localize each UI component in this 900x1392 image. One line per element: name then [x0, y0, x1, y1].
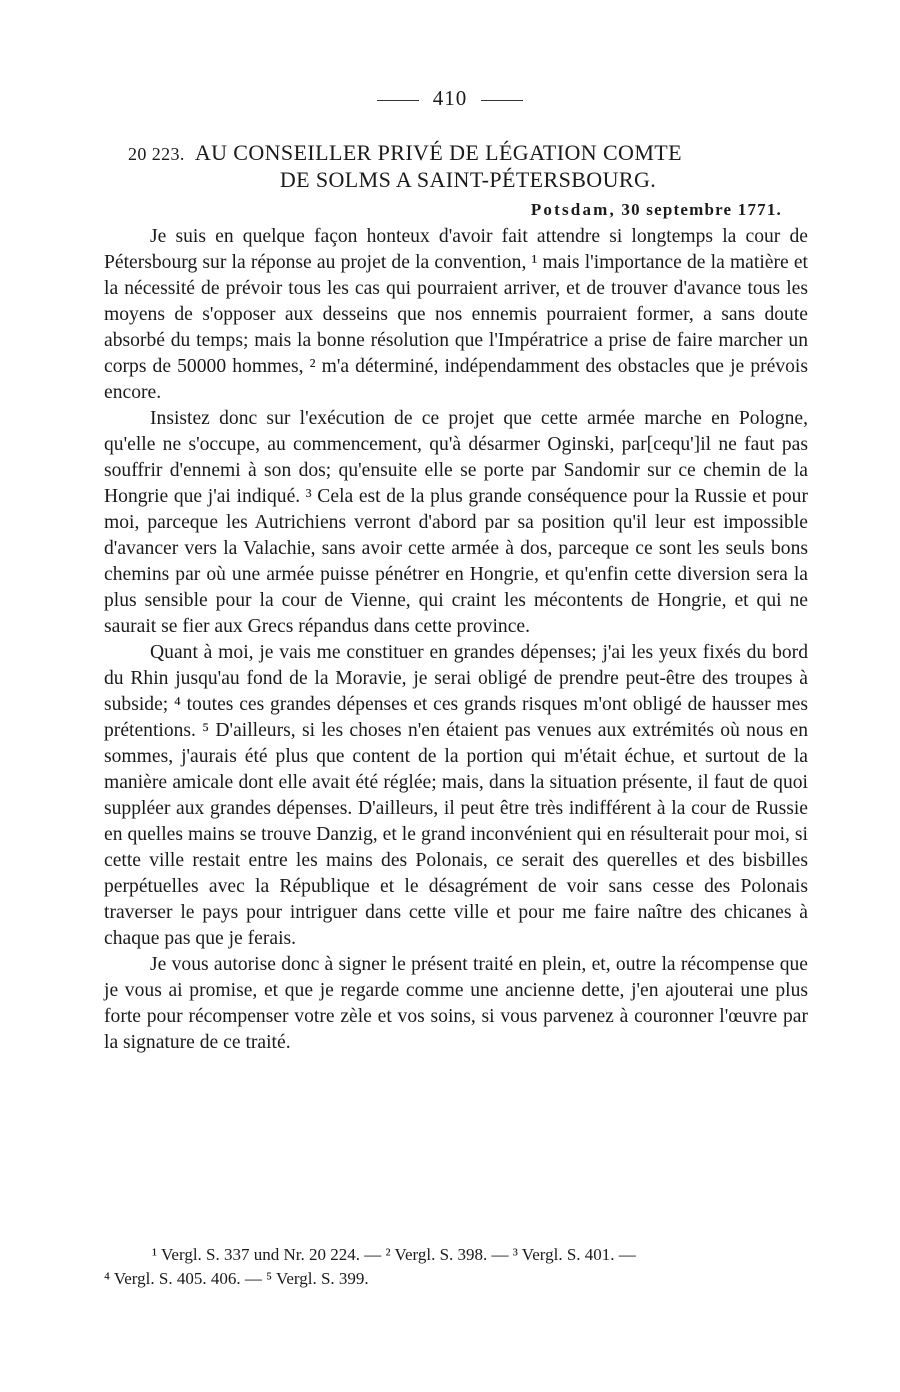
divider: [377, 100, 419, 101]
heading-line-1: AU CONSEILLER PRIVÉ DE LÉGATION COMTE: [194, 140, 682, 165]
dateline-date: 30 septembre 1771.: [621, 200, 782, 219]
page-number: 410: [432, 86, 468, 110]
footnote-line: ⁴ Vergl. S. 405. 406. — ⁵ Vergl. S. 399.: [104, 1269, 369, 1288]
dateline-place: Potsdam,: [530, 200, 616, 219]
paragraph: Quant à moi, je vais me constituer en grandes dépenses; j'ai les yeux fixés du bord du Rhin jusqu'au fond de la Moravie, je serai obligé de prendre peut-être des troupes à subside; ⁴ toutes ces grandes dépenses et ces grands risques m'ont obligé de hausser mes prétentions. ⁵ D'ailleurs, si les choses n'en étaient pas venues aux extrémités où nous en sommes, j'aurais été plus que content de la portion qui m'était échue, et surtout de la manière amicale dont elle avait été réglée; mais, dans la situation présente, il faut de quoi suppléer aux grandes dépenses. D'ailleurs, il peut être très indifférent à la cour de Russie en quelles mains se trouve Danzig, et le grand inconvénient qui en résulterait pour moi, si cette ville restait entre les mains des Polonais, ce serait des querelles et des bisbilles perpétuelles avec la République et le désagrément de voir sans cesse des Polonais traverser le pays pour intriguer dans cette ville et pour me faire naître des chicanes à chaque pas que je ferais.: [104, 642, 808, 949]
paragraph: Insistez donc sur l'exécution de ce projet que cette armée marche en Pologne, qu'elle ne s'occupe, au commencement, qu'à désarmer Oginski, par[cequ']il ne faut pas souffrir d'ennemi à son dos; qu'ensuite elle se porte par Sandomir sur ce chemin de la Hongrie que j'ai indiqué. ³ Cela est de la plus grande conséquence pour la Russie et pour moi, parceque les Autrichiens verront d'abord par sa position qu'il leur est impossible d'avancer vers la Valachie, sans avoir cette armée à dos, parceque ce sont les seuls bons chemins par où une armée puisse pénétrer en Hongrie, et qu'enfin cette diversion sera la plus sensible pour la cour de Vienne, qui craint les mécontents de Hongrie, et qui ne saurait se fier aux Grecs répandus dans cette province.: [104, 408, 808, 637]
divider: [481, 100, 523, 101]
footnotes: [104, 1243, 808, 1291]
paragraph: Je vous autorise donc à signer le présent traité en plein, et, outre la récompense que je vous ai promise, et que je regarde comme une ancienne dette, j'en ajouterai une plus forte pour récompenser votre zèle et vos soins, si vous parvenez à couronner l'œuvre par la signature de ce traité.: [104, 954, 808, 1053]
paragraph: Je suis en quelque façon honteux d'avoir fait attendre si longtemps la cour de Pétersbourg sur la réponse au projet de la convention, ¹ mais l'importance de la matière et la nécessité de prévoir tous les cas qui pourraient arriver, et de trouver d'avance tous les moyens de s'opposer aux desseins que nos ennemis pourraient former, a sans doute absorbé du temps; mais la bonne résolution que l'Impératrice a prise de faire marcher un corps de 50000 hommes, ² m'a déterminé, indépendamment des obstacles que je prévois encore.: [104, 226, 808, 403]
footnote-line: ¹ Vergl. S. 337 und Nr. 20 224. — ² Vergl. S. 398. — ³ Vergl. S. 401. —: [152, 1245, 636, 1264]
dateline: [531, 200, 782, 220]
letter-number: 20 223.: [128, 144, 185, 164]
heading-line-2: DE SOLMS A SAINT-PÉTERSBOURG.: [279, 167, 657, 192]
letter-heading: [128, 140, 788, 193]
page-number-line: [0, 86, 900, 111]
letter-body: [104, 224, 808, 1056]
